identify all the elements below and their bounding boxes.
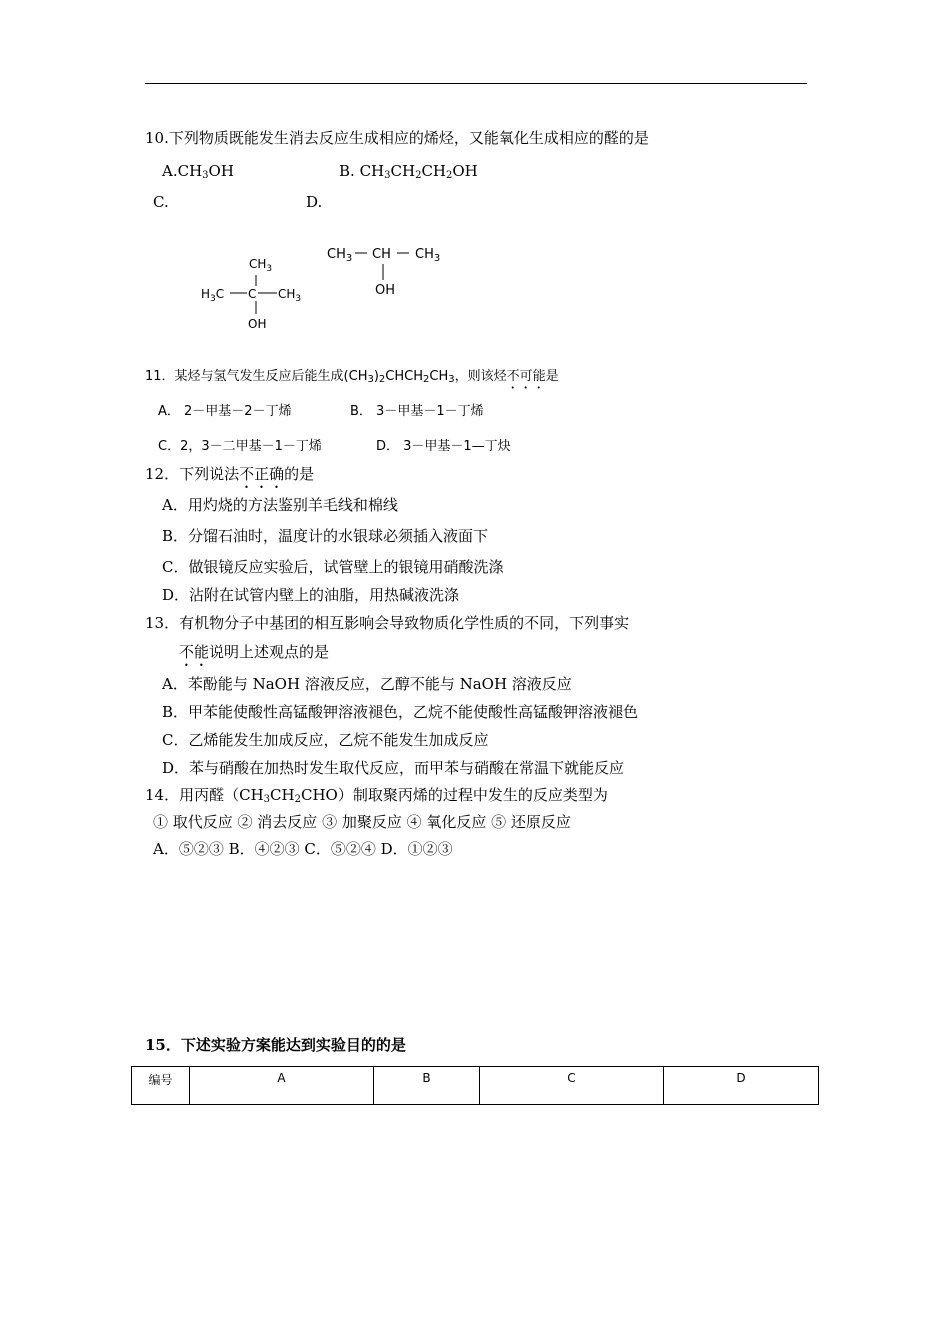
struct-c-bottom: OH	[248, 317, 267, 331]
header-cell-c: C	[480, 1067, 664, 1105]
q11-emphasis: 不可能	[506, 369, 546, 384]
q10-stem: 10.下列物质既能发生消去反应生成相应的烯烃，又能氧化生成相应的醛的是	[145, 129, 649, 147]
structure-c	[201, 257, 301, 331]
struct-c-left: $H_3C$	[201, 287, 225, 304]
struct-c-right: $CH_3$	[278, 287, 302, 304]
q13-stem-line2: 不能说明上述观点的是	[179, 643, 330, 661]
q13-option-b: B．甲苯能使酸性高锰酸钾溶液褪色，乙烷不能使酸性高锰酸钾溶液褪色	[162, 703, 639, 721]
q12-option-b: B．分馏石油时，温度计的水银球必须插入液面下	[162, 527, 489, 545]
struct-d-right: $CH_3$	[415, 247, 441, 264]
q12-stem: 12．下列说法不正确的是	[145, 465, 315, 483]
q11-option-c: C．2，3－二甲基－1－丁烯	[158, 439, 322, 454]
q10-option-c: C.	[153, 193, 169, 211]
table-row	[132, 1067, 819, 1105]
struct-c-center: C	[248, 287, 257, 301]
struct-c-top: $CH_3$	[249, 257, 273, 274]
header-cell-d: D	[664, 1067, 819, 1105]
header-cell-a: A	[190, 1067, 374, 1105]
q11-option-d: D． 3－甲基－1—丁炔	[376, 439, 511, 454]
struct-d-left: $CH_3$	[327, 247, 353, 264]
q11-option-b: B． 3－甲基－1－丁烯	[350, 404, 484, 419]
q12-option-c: C．做银镜反应实验后，试管壁上的银镜用硝酸洗涤	[162, 558, 504, 576]
q10-option-b: B. $CH_3CH_2CH_2OH$	[339, 162, 478, 181]
q13-option-d: D．苯与硝酸在加热时发生取代反应，而甲苯与硝酸在常温下就能反应	[162, 759, 625, 777]
q10-option-a: $A.CH_3OH$	[162, 162, 234, 181]
q11-option-a: A． 2－甲基－2－丁烯	[158, 404, 292, 419]
q12-option-a: A．用灼烧的方法鉴别羊毛线和棉线	[162, 496, 398, 514]
q13-option-a: A．苯酚能与 NaOH 溶液反应，乙醇不能与 NaOH 溶液反应	[162, 675, 572, 693]
q12-emphasis: 不正确	[239, 465, 285, 483]
q14-reaction-types: ① 取代反应 ② 消去反应 ③ 加聚反应 ④ 氧化反应 ⑤ 还原反应	[153, 813, 571, 831]
q10-option-d: D.	[306, 193, 323, 211]
q14-answers: A．⑤②③ B．④②③ C．⑤②④ D．①②③	[153, 840, 453, 858]
q15-stem: 15．下述实验方案能达到实验目的的是	[145, 1036, 406, 1054]
header-cell-b: B	[374, 1067, 480, 1105]
structure-d	[327, 247, 440, 298]
q13-stem-line1: 13．有机物分子中基团的相互影响会导致物质化学性质的不同，下列事实	[145, 614, 630, 632]
q14-stem: 14．用丙醛$(CH_3CH_2CHO)$制取聚丙烯的过程中发生的反应类型为	[145, 786, 608, 805]
header-cell-number: 编号	[132, 1067, 190, 1105]
q15-table	[131, 1066, 819, 1105]
q13-emphasis: 不能	[179, 643, 210, 661]
q13-option-c: C．乙烯能发生加成反应，乙烷不能发生加成反应	[162, 731, 489, 749]
q12-option-d: D．沾附在试管内壁上的油脂，用热碱液洗涤	[162, 586, 460, 604]
struct-d-bottom: OH	[375, 283, 396, 298]
q11-stem: 11．某烃与氢气发生反应后能生成$(CH_3)_2CHCH_2CH_3$，则该烃不可能是	[145, 369, 559, 385]
struct-d-middle: CH	[372, 247, 391, 262]
